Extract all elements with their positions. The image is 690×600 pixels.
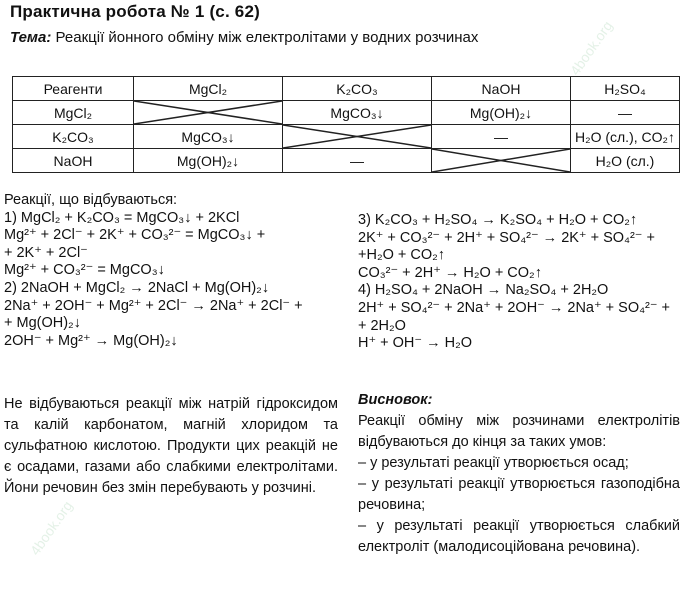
header-cell: H₂SO₄ — [571, 77, 680, 101]
table-cell: MgCO₃↓ — [134, 125, 283, 149]
equation-line: Mg²⁺ + 2Cl⁻ + 2K⁺ + CO₃²⁻ = MgCO₃↓ + — [4, 227, 266, 244]
table-row — [13, 149, 680, 173]
equation-line: 3) K₂CO₃ + H₂SO₄ → K₂SO₄ + H₂O + CO₂↑ — [358, 212, 638, 228]
equation-line: 1) MgCl₂ + K₂CO₃ = MgCO₃↓ + 2KCl — [4, 209, 240, 226]
page-title: Практична робота № 1 (с. 62) — [10, 2, 260, 21]
conclusion-item: – у результаті реакції утворюється газоподібна речовина; — [358, 476, 680, 513]
table-cell: H₂O (сл.) — [571, 149, 680, 173]
right-equations — [358, 212, 686, 353]
reaction-table — [12, 76, 680, 173]
equation-line: 2H⁺ + SO₄²⁻ + 2Na⁺ + 2OH⁻ → 2Na⁺ + SO₄²⁻ + — [358, 299, 671, 316]
equation-line: CO₃²⁻ + 2H⁺ → H₂O + CO₂↑ — [358, 264, 542, 281]
table-row — [13, 125, 680, 149]
topic-text: Реакції йонного обміну між електролітами у водних розчинах — [55, 29, 479, 46]
table-cell: — — [432, 125, 571, 149]
table-cell: H₂O (сл.), CO₂↑ — [571, 125, 680, 149]
equation-line: 2) 2NaOH + MgCl₂ → 2NaCl + Mg(OH)₂↓ — [4, 279, 270, 296]
conclusion-title: Висновок: — [358, 392, 433, 408]
table-cell: MgCO₃↓ — [283, 101, 432, 125]
equation-line: + 2K⁺ + 2Cl⁻ — [4, 244, 88, 261]
equation-line: 4) H₂SO₄ + 2NaOH → Na₂SO₄ + 2H₂O — [358, 282, 609, 299]
header-cell: K₂CO₃ — [283, 77, 432, 101]
conclusion-item: – у результаті реакції утворюється осад; — [358, 455, 629, 471]
explanation-paragraph: Не відбуваються реакції між натрій гідроксидом та калій карбонатом, магній хлоридом та сульфатною кислотою. Продукти цих реакцій не є осадами, газами або слабкими електролітами. Йони речовин без змін перебувають у розчині. — [4, 396, 338, 496]
equation-line: +H₂O + CO₂↑ — [358, 247, 445, 264]
equation-line: + Mg(OH)₂↓ — [4, 315, 81, 332]
row-label: NaOH — [13, 149, 134, 173]
equation-line: 2K⁺ + CO₃²⁻ + 2H⁺ + SO₄²⁻ → 2K⁺ + SO₄²⁻ + — [358, 229, 655, 246]
left-equations — [4, 192, 344, 350]
watermark-text: 4book.org — [26, 497, 76, 559]
topic-label: Тема: — [10, 29, 52, 46]
crossed-cell — [134, 101, 283, 125]
table-header-row — [13, 77, 680, 101]
watermark-text: 4book.org — [566, 17, 616, 79]
table-cell: — — [283, 149, 432, 173]
header-cell: MgCl₂ — [134, 77, 283, 101]
conclusion-intro: Реакції обміну між розчинами електролітів відбуваються до кінця за таких умов: — [358, 413, 680, 450]
equation-line: Реакції, що відбуваються: — [4, 192, 178, 208]
conclusion-body — [358, 411, 680, 558]
table-cell: Mg(OH)₂↓ — [134, 149, 283, 173]
equation-line: + 2H₂O — [358, 317, 406, 334]
equation-line: 2Na⁺ + 2OH⁻ + Mg²⁺ + 2Cl⁻ → 2Na⁺ + 2Cl⁻ + — [4, 297, 303, 314]
table-row — [13, 101, 680, 125]
equation-line: 2OH⁻ + Mg²⁺ → Mg(OH)₂↓ — [4, 332, 178, 349]
table-cell: — — [571, 101, 680, 125]
row-label: K₂CO₃ — [13, 125, 134, 149]
conclusion-item: – у результаті реакції утворюється слабкий електроліт (малодисоційована речовина). — [358, 518, 680, 555]
table-cell: Mg(OH)₂↓ — [432, 101, 571, 125]
row-label: MgCl₂ — [13, 101, 134, 125]
header-cell: NaOH — [432, 77, 571, 101]
equation-line: Mg²⁺ + CO₃²⁻ = MgCO₃↓ — [4, 262, 165, 279]
equation-line: H⁺ + OH⁻ → H₂O — [358, 335, 472, 352]
crossed-cell — [432, 149, 571, 173]
topic — [10, 28, 480, 48]
crossed-cell — [283, 125, 432, 149]
header-cell: Реагенти — [13, 77, 134, 101]
